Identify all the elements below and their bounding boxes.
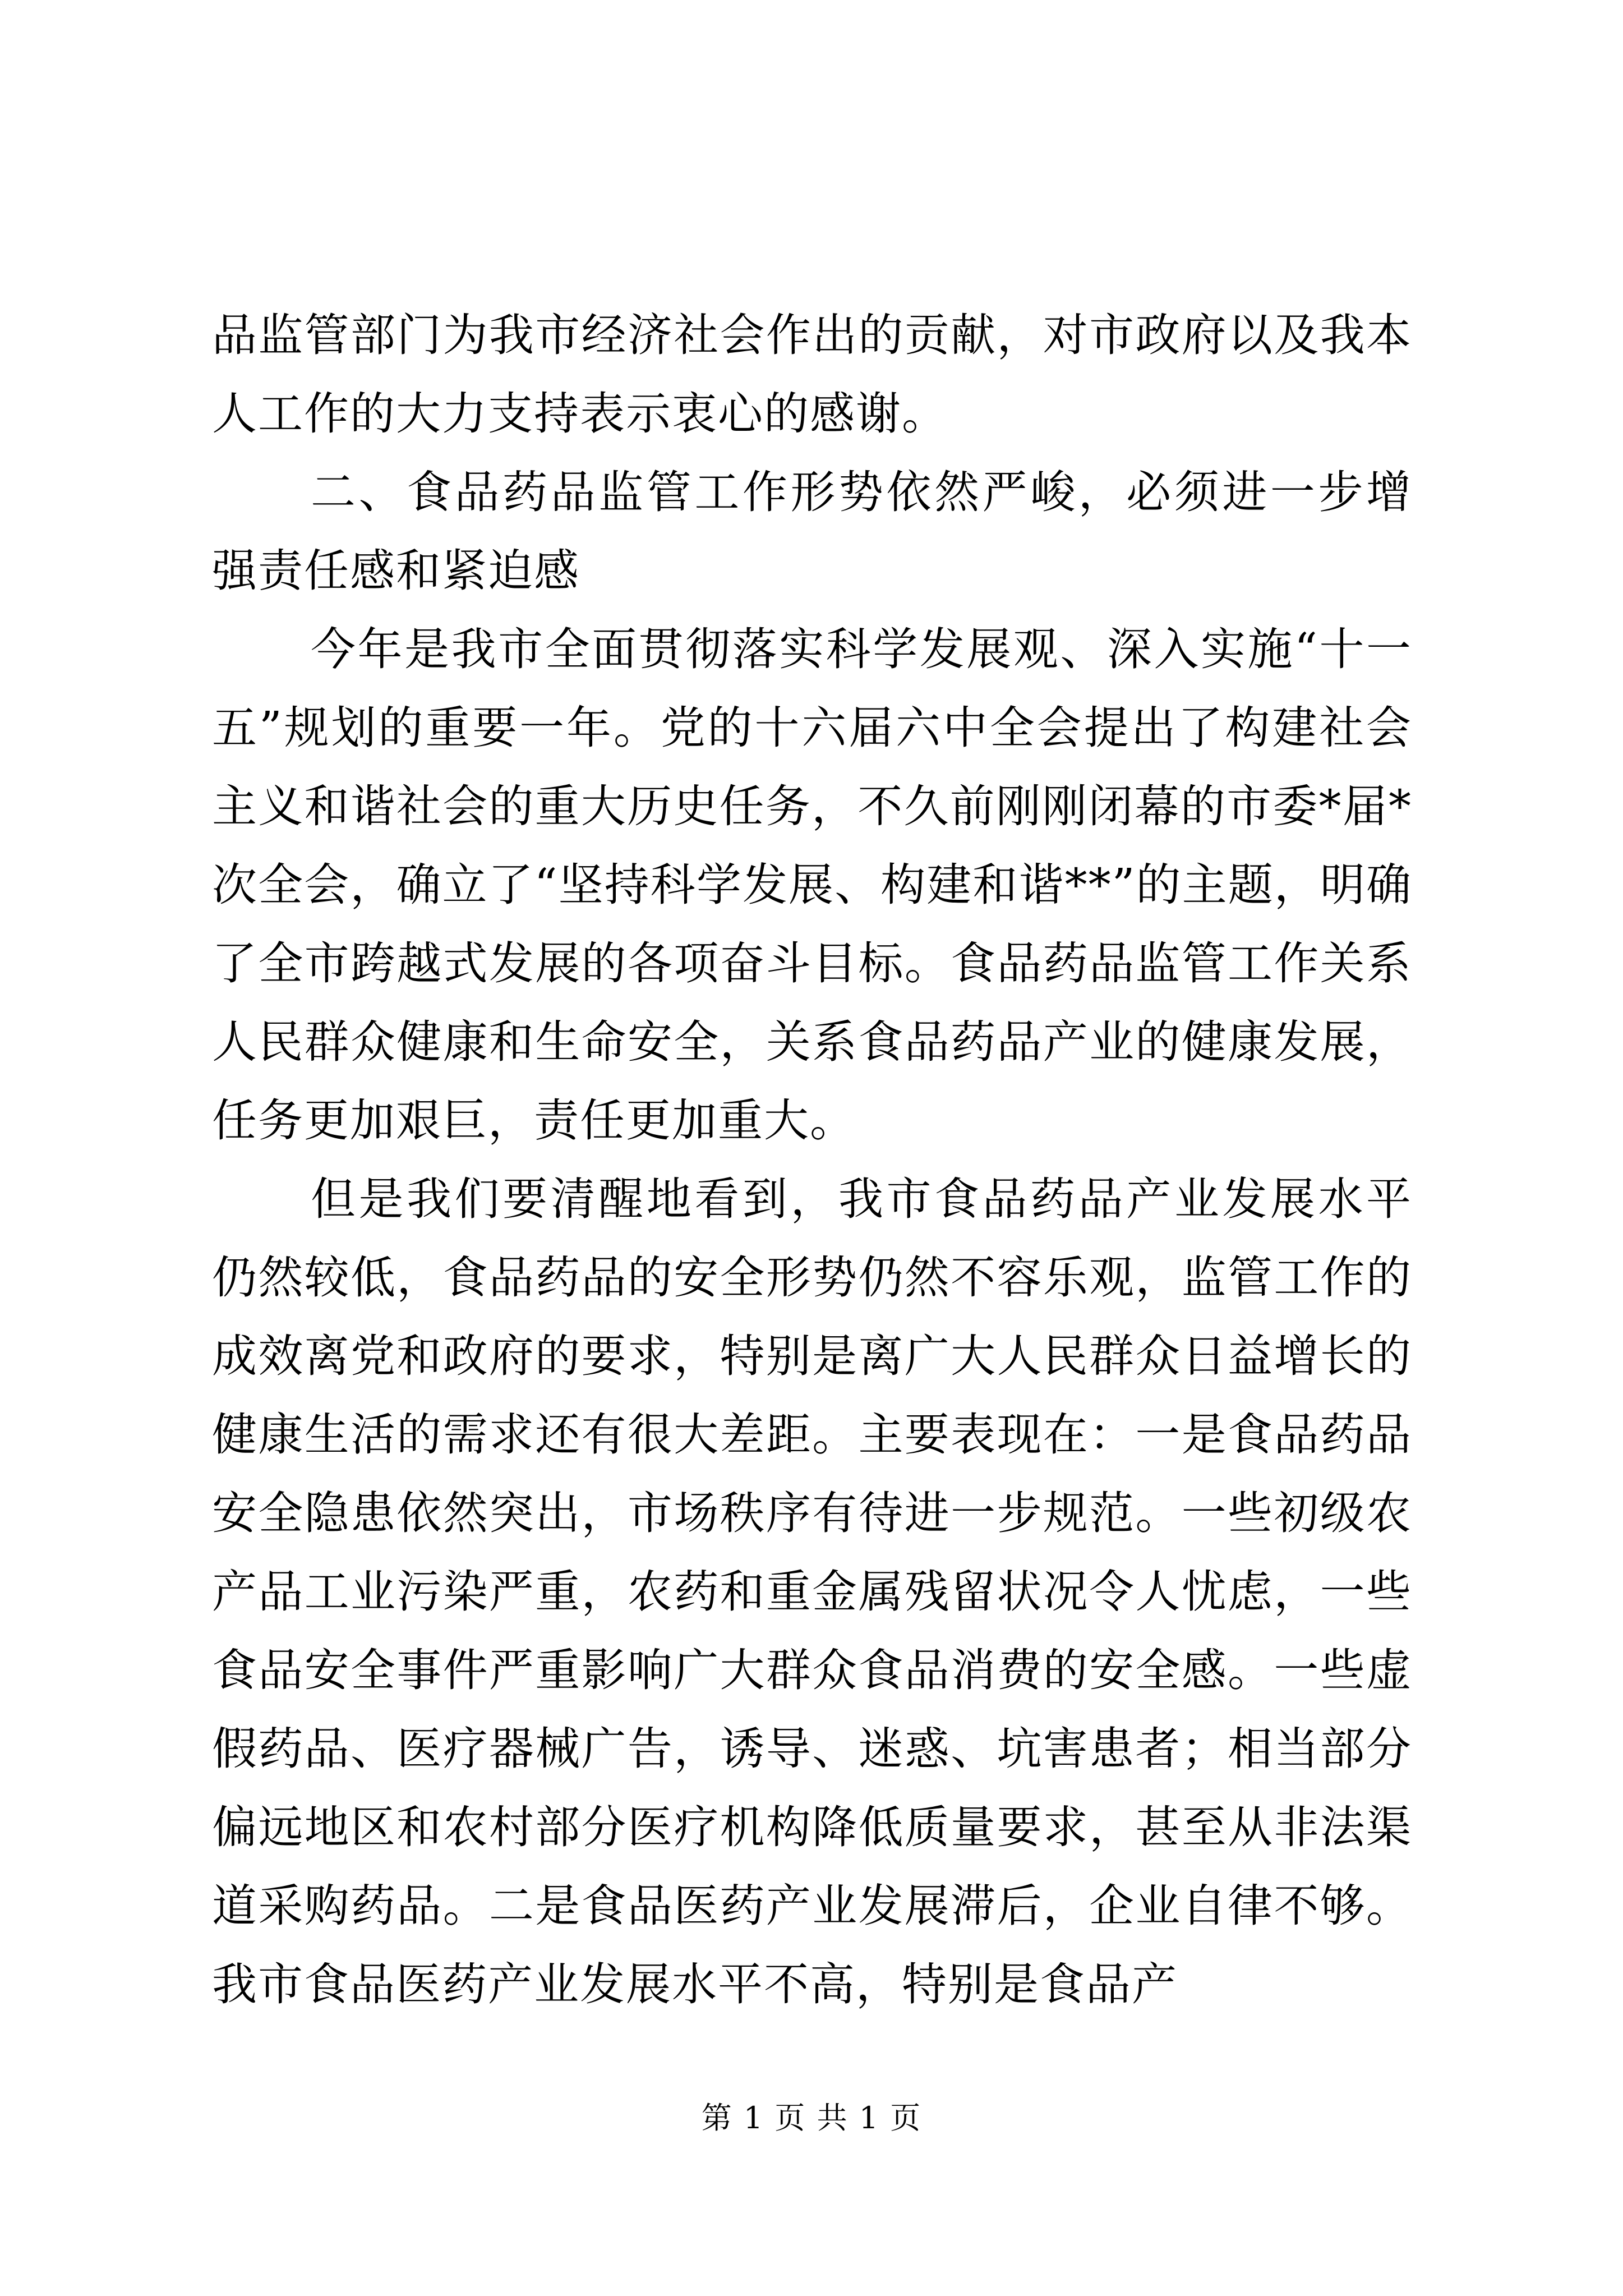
paragraph-continuation: 品监管部门为我市经济社会作出的贡献，对市政府以及我本人工作的大力支持表示衷心的感谢。 [212, 309, 1412, 440]
paragraph: 今年是我市全面贯彻落实科学发展观、深入实施“十一五”规划的重要一年。党的十六届六中全会提出了构建社会主义和谐社会的重大历史任务，不久前刚刚闭幕的市委*届*次全会，确立了“坚持科学发展、构建和谐**”的主题，明确了全市跨越式发展的各项奋斗目标。食品药品监管工作关系人民群众健康和生命安全，关系食品药品产业的健康发展，任务更加艰巨，责任更加重大。 [212, 623, 1412, 1147]
document-body [212, 296, 1412, 2024]
section-heading: 二、食品药品监管工作形势依然严峻，必须进一步增强责任感和紧迫感 [212, 466, 1412, 597]
paragraph: 但是我们要清醒地看到，我市食品药品产业发展水平仍然较低，食品药品的安全形势仍然不容乐观，监管工作的成效离党和政府的要求，特别是离广大人民群众日益增长的健康生活的需求还有很大差距。主要表现在：一是食品药品安全隐患依然突出，市场秩序有待进一步规范。一些初级农产品工业污染严重，农药和重金属残留状况令人忧虑，一些食品安全事件严重影响广大群众食品消费的安全感。一些虚假药品、医疗器械广告，诱导、迷惑、坑害患者；相当部分偏远地区和农村部分医疗机构降低质量要求，甚至从非法渠道采购药品。二是食品医药产业发展滞后，企业自律不够。我市食品医药产业发展水平不高，特别是食品产 [212, 1173, 1412, 2010]
page-number-footer: 第 1 页 共 1 页 [701, 2100, 922, 2136]
